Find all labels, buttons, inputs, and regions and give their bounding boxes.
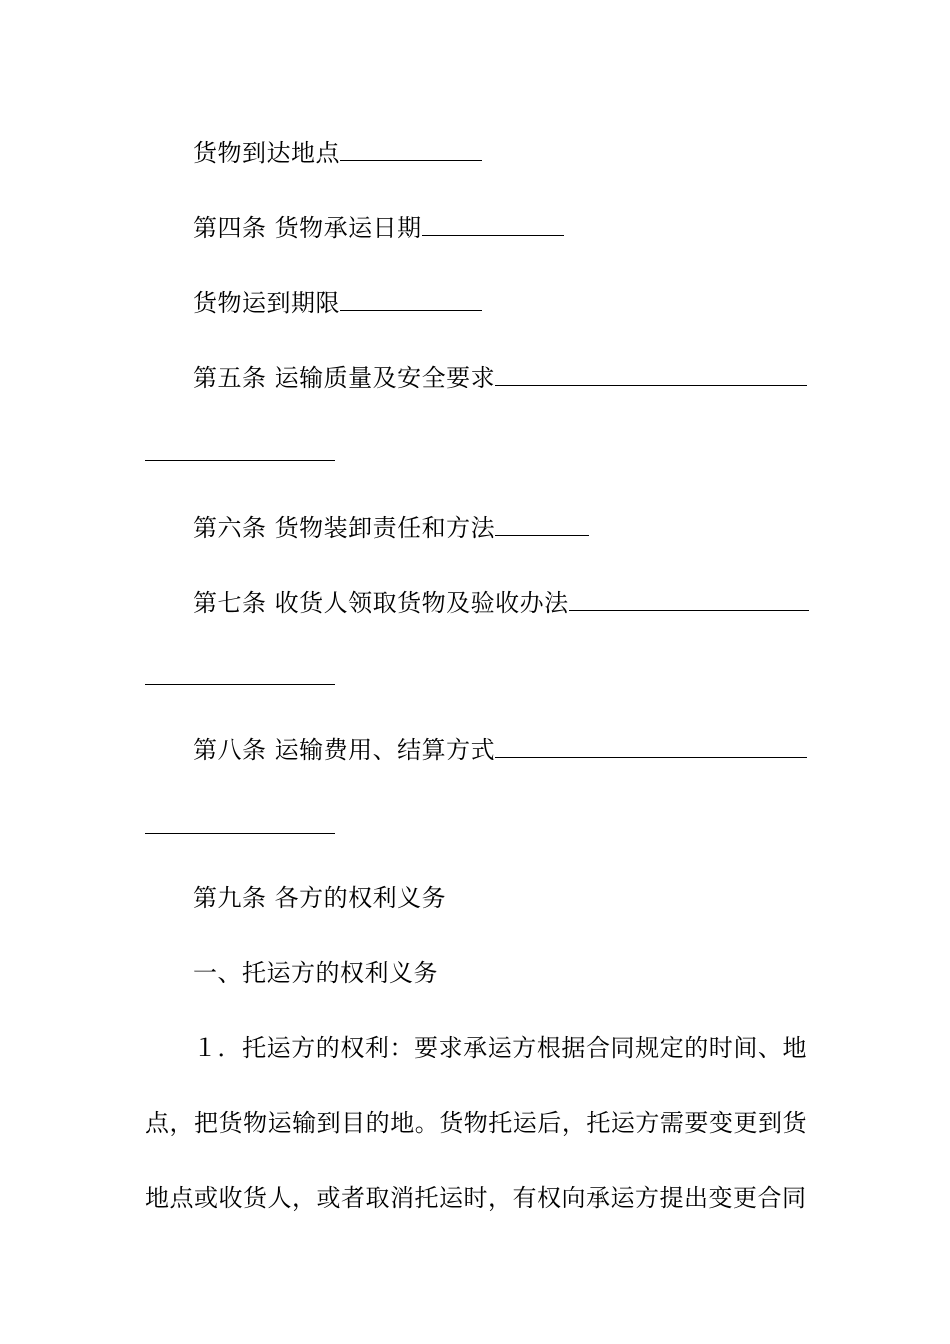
arrival-location-line xyxy=(193,138,482,168)
article-9-line xyxy=(193,883,446,913)
article-8-continuation-rule[interactable] xyxy=(145,833,335,834)
loading-responsibility-blank[interactable] xyxy=(495,513,589,536)
article-6-line xyxy=(193,513,589,543)
article-5-continuation-rule[interactable] xyxy=(145,460,335,461)
article-9-label: 第九条 各方的权利义务 xyxy=(193,884,447,912)
shipper-rights-heading-text: 一、托运方的权利义务 xyxy=(193,959,438,987)
article-4-label: 第四条 货物承运日期 xyxy=(193,214,422,242)
article-4-line xyxy=(193,213,564,243)
article-8-line xyxy=(193,735,807,765)
carriage-date-blank[interactable] xyxy=(422,213,564,236)
article-7-continuation-rule[interactable] xyxy=(145,684,335,685)
receipt-inspection-blank[interactable] xyxy=(569,588,809,611)
arrival-location-label: 货物到达地点 xyxy=(193,139,340,167)
article-7-label: 第七条 收货人领取货物及验收办法 xyxy=(193,589,569,617)
delivery-deadline-label: 货物运到期限 xyxy=(193,289,340,317)
shipper-rights-paragraph: １．托运方的权利：要求承运方根据合同规定的时间、地点，把货物运输到目的地。货物托运后，托运方需要变更到货地点或收货人，或者取消托运时，有权向承运方提出变更合同 xyxy=(145,1034,807,1212)
article-5-line xyxy=(193,363,807,393)
article-5-label: 第五条 运输质量及安全要求 xyxy=(193,364,496,392)
article-6-label: 第六条 货物装卸责任和方法 xyxy=(193,514,496,542)
article-7-line xyxy=(193,588,809,618)
fees-settlement-blank[interactable] xyxy=(495,735,807,758)
quality-safety-blank[interactable] xyxy=(495,363,807,386)
delivery-deadline-blank[interactable] xyxy=(340,288,482,311)
delivery-deadline-line xyxy=(193,288,482,318)
shipper-rights-heading xyxy=(193,958,438,988)
arrival-location-blank[interactable] xyxy=(340,138,482,161)
article-8-label: 第八条 运输费用、结算方式 xyxy=(193,736,496,764)
